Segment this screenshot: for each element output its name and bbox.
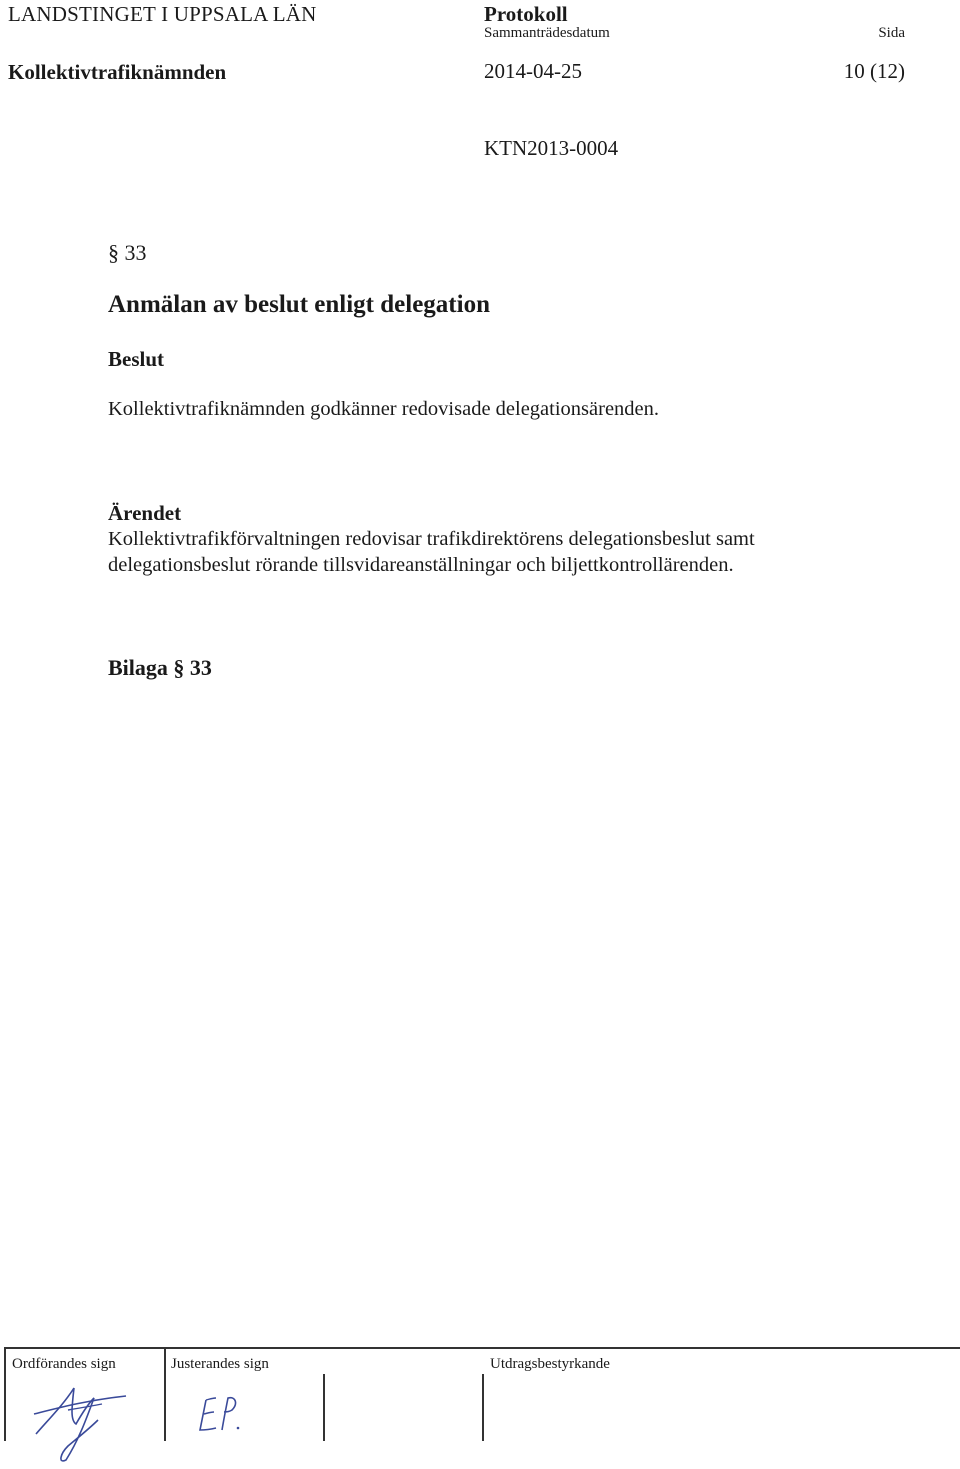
decision-text: Kollektivtrafiknämnden godkänner redovisade delegationsärenden. [108,398,660,420]
adjuster-sign-label: Justerandes sign [171,1356,269,1372]
matter-text: Kollektivtrafikförvaltningen redovisar trafikdirektörens delegationsbeslut samt delegationsbeslut rörande tillsvidareanställningar och biljettkontrollärenden. [108,528,755,576]
matter-heading: Ärendet [108,501,182,525]
extract-certification-label: Utdragsbestyrkande [490,1356,610,1372]
signature-divider [4,1348,6,1441]
page-label: Sida [878,25,905,41]
meeting-date-label: Sammanträdesdatum [484,25,610,41]
meeting-date: 2014-04-25 [484,59,582,83]
section-number: § 33 [108,240,147,265]
case-number: KTN2013-0004 [484,136,619,160]
signature-divider [164,1348,166,1441]
section-heading: Anmälan av beslut enligt delegation [108,291,490,318]
attachment-reference: Bilaga § 33 [108,655,212,680]
page-number: 10 (12) [843,59,905,83]
chair-signature [28,1380,133,1466]
adjuster-signature [192,1390,252,1440]
decision-heading: Beslut [108,347,165,371]
signature-divider [482,1374,484,1441]
organization-name: LANDSTINGET I UPPSALA LÄN [8,2,317,26]
committee-name: Kollektivtrafiknämnden [8,60,227,84]
signature-divider [323,1374,325,1441]
document-type: Protokoll [484,2,568,26]
chair-sign-label: Ordförandes sign [12,1356,116,1372]
